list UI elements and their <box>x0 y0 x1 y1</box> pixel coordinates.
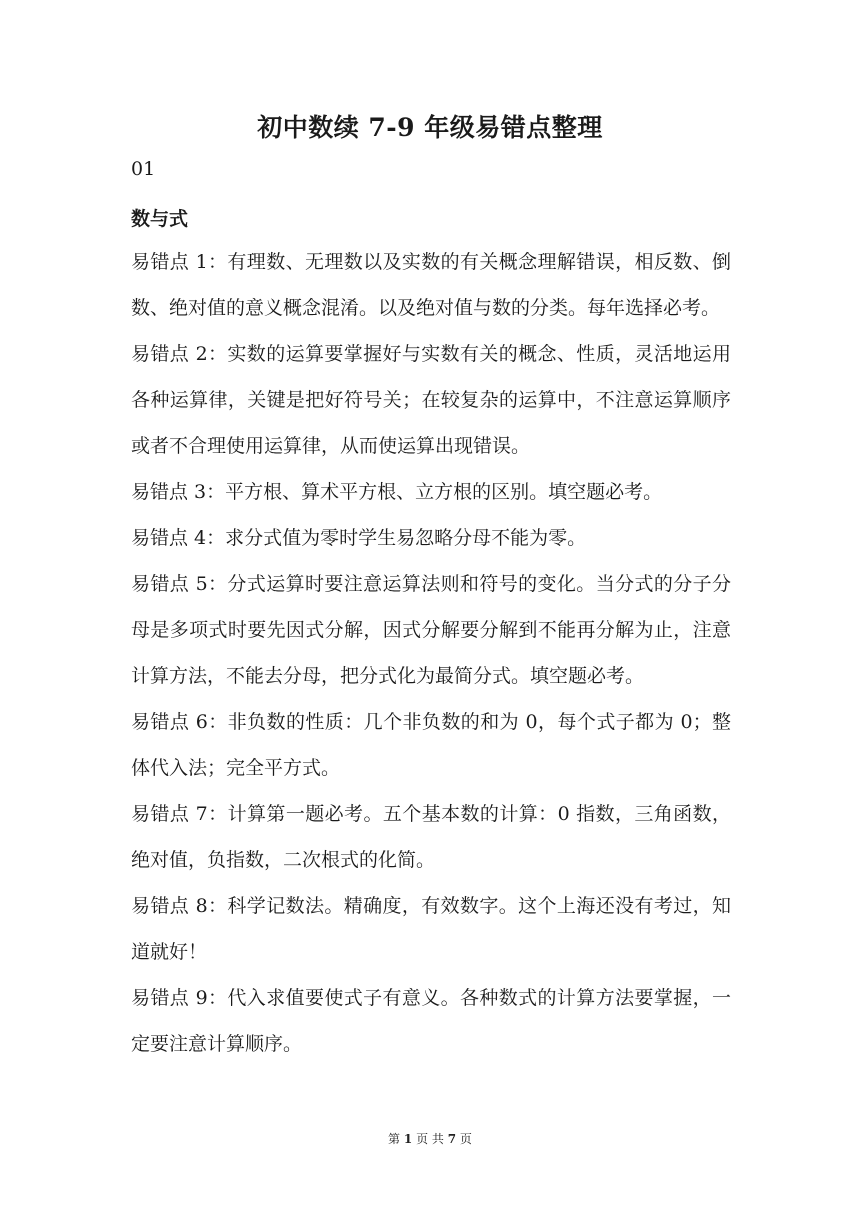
paragraph-error-point-9: 易错点 9：代入求值要使式子有意义。各种数式的计算方法要掌握，一定要注意计算顺序。 <box>131 987 731 1055</box>
paragraph-error-point-8: 易错点 8：科学记数法。精确度，有效数字。这个上海还没有考过，知道就好！ <box>131 895 731 963</box>
paragraph-error-point-3: 易错点 3：平方根、算术平方根、立方根的区别。填空题必考。 <box>131 481 663 503</box>
paragraph-error-point-1: 易错点 1：有理数、无理数以及实数的有关概念理解错误，相反数、倒数、绝对值的意义概念混淆。以及绝对值与数的分类。每年选择必考。 <box>131 251 731 319</box>
current-page-number: 1 <box>403 1132 413 1146</box>
footer-suffix: 页 <box>459 1132 472 1146</box>
paragraph-error-point-4: 易错点 4：求分式值为零时学生易忽略分母不能为零。 <box>131 527 587 549</box>
document-body <box>131 239 731 1067</box>
paragraph-error-point-2: 易错点 2：实数的运算要掌握好与实数有关的概念、性质，灵活地运用各种运算律，关键是把好符号关；在较复杂的运算中，不注意运算顺序或者不合理使用运算律，从而使运算出现错误。 <box>131 343 731 457</box>
footer-middle: 页 共 <box>416 1132 444 1146</box>
paragraph-error-point-7: 易错点 7：计算第一题必考。五个基本数的计算：0 指数，三角函数，绝对值，负指数，二次根式的化简。 <box>131 803 731 871</box>
page-footer <box>0 1130 860 1147</box>
footer-prefix: 第 <box>388 1132 401 1146</box>
document-title: 初中数续 7-9 年级易错点整理 <box>257 113 603 142</box>
total-pages-number: 7 <box>447 1132 457 1146</box>
section-number: 01 <box>131 158 156 180</box>
paragraph-error-point-5: 易错点 5：分式运算时要注意运算法则和符号的变化。当分式的分子分母是多项式时要先因式分解，因式分解要分解到不能再分解为止，注意计算方法，不能去分母，把分式化为最简分式。填空题必考。 <box>131 573 731 687</box>
paragraph-error-point-6: 易错点 6：非负数的性质：几个非负数的和为 0，每个式子都为 0；整体代入法；完全平方式。 <box>131 711 731 779</box>
section-title: 数与式 <box>131 208 189 230</box>
